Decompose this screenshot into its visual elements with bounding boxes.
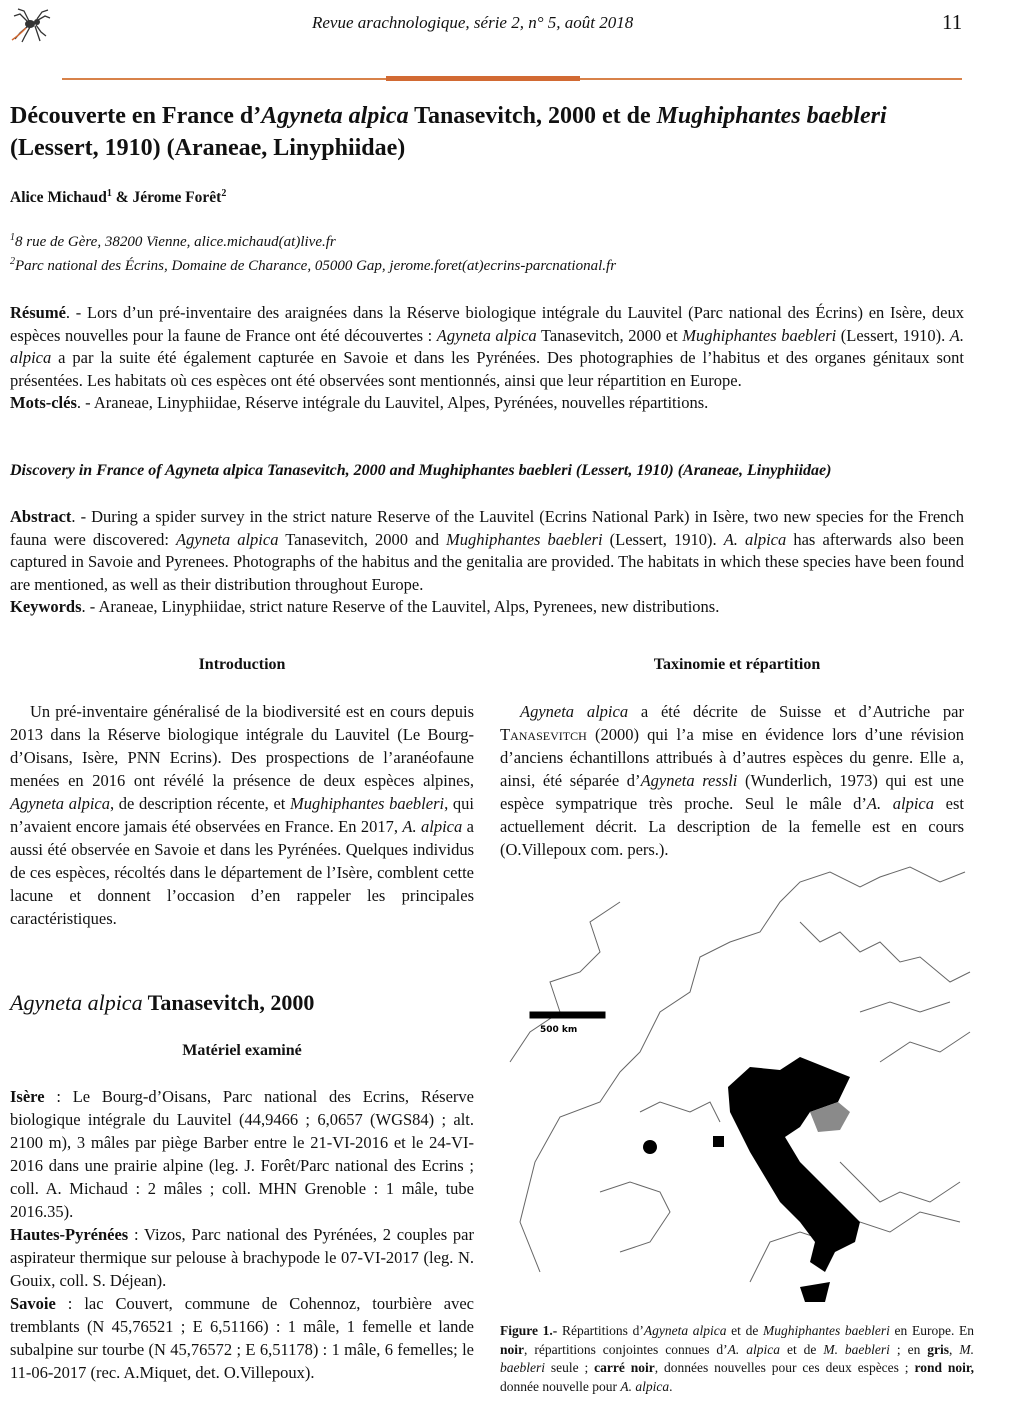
resume: Résumé. - Lors d’un pré-inventaire des araignées dans la Réserve biologique intégrale du Lauvitel (Parc national des Écrins) en Isère, deux espèces nouvelles pour la faune de France ont été découvertes : Agyneta alpica Tanasevitch, 2000 et Mughiphantes baebleri (Lessert, 1910). A. alpica a par la suite été également capturée en Savoie et dans les Pyrénées. Des photographies de l’habitus et des organes génitaux sont présentées. Les habitats où ces espèces ont été observées sont mentionnés, ainsi que leur répartition en Europe. Mots-clés. - Araneae, Linyphiidae, Réserve intégrale du Lauvitel, Alpes, Pyrénées, nouvelles répartitions. (10, 303, 965, 412)
taxo-heading: Taxinomie et répartition (653, 656, 821, 673)
species-section-title: Agyneta alpica Tanasevitch, 2000 (10, 990, 315, 1015)
affiliation-2: $^2$Parc national des Écrins, Domaine de Charance, 05000 Gap, jerome.foret(at)ecrins-parcnational.fr (10, 256, 617, 274)
article-title: Découverte en France d’Agyneta alpica Tanasevitch, 2000 et de Mughiphantes baebleri (Lessert, 1910) (Araneae, Linyphiidae) (10, 103, 887, 161)
english-title: Discovery in France of Agyneta alpica Tanasevitch, 2000 and Mughiphantes baebleri (Lessert, 1910) (Araneae, Linyphiidae) (10, 462, 832, 479)
running-header (0, 10, 1024, 40)
intro-text: Un pré-inventaire généralisé de la biodiversité est en cours depuis 2013 dans la Réserve biologique intégrale du Lauvitel (Le Bourg-d’Oisans, Isère, PNN Ecrins). Des prospections de l’aranéofaune menées en 2016 ont révélé la présence de deux espèces alpines, Agyneta alpica, de description récente, et Mughiphantes baebleri, qui n’avaient encore jamais été observées en France. En 2017, A. alpica a aussi été observée en Savoie et dans les Pyrénées. Quelques individus de ces espèces, récoltés dans le département de l’Isère, comblent cette lacune et donnent l’occasion d’en rappeler les principales caractéristiques. (10, 702, 474, 928)
intro-heading: Introduction (198, 656, 286, 673)
new-record-circle-marker (643, 1140, 657, 1154)
material-text: Isère : Le Bourg-d’Oisans, Parc national des Ecrins, Réserve biologique intégrale du Lauvitel (44,9466 ; 6,0657 (WGS84) ; alt. 2100 m), 3 mâles par piège Barber entre le 21-VI-2016 et le 24-VI-2016 dans une prairie alpine (leg. J. Forêt/Parc national des Ecrins ; coll. A. Michaud : 2 mâles ; coll. MHN Grenoble : 1 mâle, tube 2016.35). Hautes-Pyrénées : Vizos, Parc national des Pyrénées, 2 couples par aspirateur thermique sur pelouse à brachypode le 07-VI-2017 (leg. N. Gouix, coll. S. Déjean). Savoie : lac Couvert, commune de Cohennoz, tourbière avec tremblants (N 45,76521 ; E 6,51166) : 1 mâle, 1 femelle et lande subalpine sur tourbe (N 45,76572 ; E 6,51178) : 1 mâle, 6 femelles; le 11-06-2017 (rec. A.Miquet, det. O.Villepoux). (10, 1087, 474, 1382)
figure-caption: Figure 1.- Répartitions d’Agyneta alpica et de Mughiphantes baebleri en Europe. En noir, répartitions conjointes connues d’A. alpica et de M. baebleri ; en gris, M. baebleri seule ; carré noir, données nouvelles pour ces deux espèces ; rond noir, donnée nouvelle pour A. alpica. (500, 1323, 974, 1394)
journal-name: Revue arachnologique, série 2, n° 5, août 2018 (312, 13, 634, 32)
scale-label: 500 km (540, 1025, 578, 1035)
new-record-square-marker (713, 1136, 724, 1147)
authors: Alice Michaud$^1$ & Jérome Forêt$^2$ (10, 188, 227, 207)
page-number: 11 (942, 10, 963, 34)
material-heading: Matériel examiné (182, 1042, 302, 1059)
taxo-text: Agyneta alpica a été décrite de Suisse et d’Autriche par Tanasevitch (2000) qui l’a mise en évidence lors d’une révision d’anciens échantillons attribués à d’autres espèces du genre. Elle a, ainsi, été séparée d’Agyneta ressli (Wunderlich, 1973) qui est une espèce sympatrique très proche. Seul le mâle d’A. alpica est actuellement décrit. La description de la femelle est en cours (O.Villepoux com. pers.). (500, 702, 964, 859)
europe-distribution-map (500, 862, 972, 1317)
header-rule-accent (386, 76, 580, 81)
affiliation-1: $^1$8 rue de Gère, 38200 Vienne, alice.michaud(at)live.fr (10, 232, 336, 250)
scale-bar (530, 1012, 605, 1018)
abstract: Abstract. - During a spider survey in the strict nature Reserve of the Lauvitel (Ecrins National Park) in Isère, two new species for the French fauna were discovered: Agyneta alpica Tanasevitch, 2000 and Mughiphantes baebleri (Lessert, 1910). A. alpica has afterwards also been captured in Savoie and Pyrenees. Photographs of the habitus and the genitalia are provided. The habitats in which these species have been found are mentioned, as well as their distribution throughout Europe. Keywords. - Araneae, Linyphiidae, strict nature Reserve of the Lauvitel, Alps, Pyrenees, new distributions. (10, 507, 964, 616)
